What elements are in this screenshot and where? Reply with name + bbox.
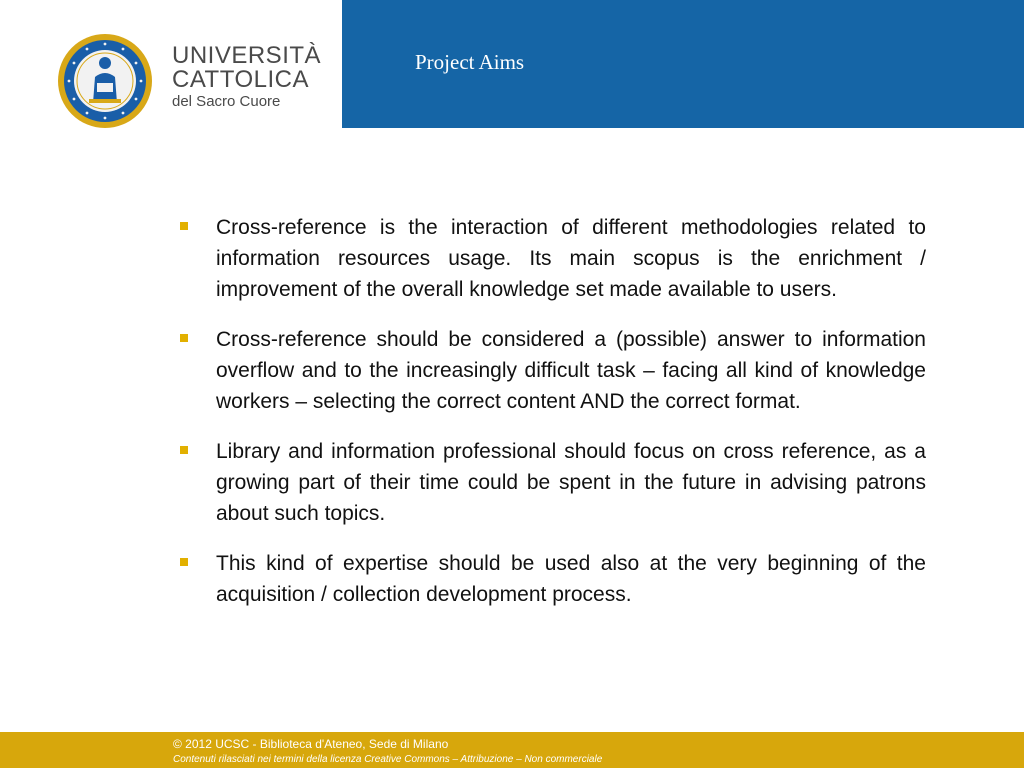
header-title-bar [342,0,1024,128]
bullet-text: Cross-reference is the interaction of different methodologies related to information resources usage. Its main scopus is the enrichment / improvement of the overall knowledge set made available to users. [216,216,926,301]
bullet-text: Cross-reference should be considered a (possible) answer to information overflow and to the increasingly difficult task – facing all kind of knowledge workers – selecting the correct content AND the correct format. [216,328,926,413]
university-seal-logo [55,33,155,129]
university-wordmark [172,44,321,109]
wordmark-line-sacro-cuore: del Sacro Cuore [172,93,281,110]
header-logo-area [0,0,342,128]
wordmark-line-cattolica: CATTOLICA [172,66,309,93]
footer-bar [0,732,1024,768]
slide-title: Project Aims [415,50,525,74]
bullet-text: Library and information professional should focus on cross reference, as a growing part of their time could be spent in the future in advising patrons about such topics. [216,440,926,525]
bullet-list [178,212,926,629]
footer-copyright: © 2012 UCSC - Biblioteca d'Ateneo, Sede di Milano [173,737,449,751]
square-bullet-icon [180,558,188,566]
square-bullet-icon [180,446,188,454]
square-bullet-icon [180,222,188,230]
bullet-text: This kind of expertise should be used also at the very beginning of the acquisition / collection development process. [216,552,926,606]
bullet-item [178,436,926,529]
bullet-item [178,212,926,305]
square-bullet-icon [180,334,188,342]
wordmark-line-universita: UNIVERSITÀ [172,42,322,69]
bullet-item [178,548,926,610]
footer-license: Contenuti rilasciati nei termini della licenza Creative Commons – Attribuzione – Non commerciale [173,754,603,765]
bullet-item [178,324,926,417]
